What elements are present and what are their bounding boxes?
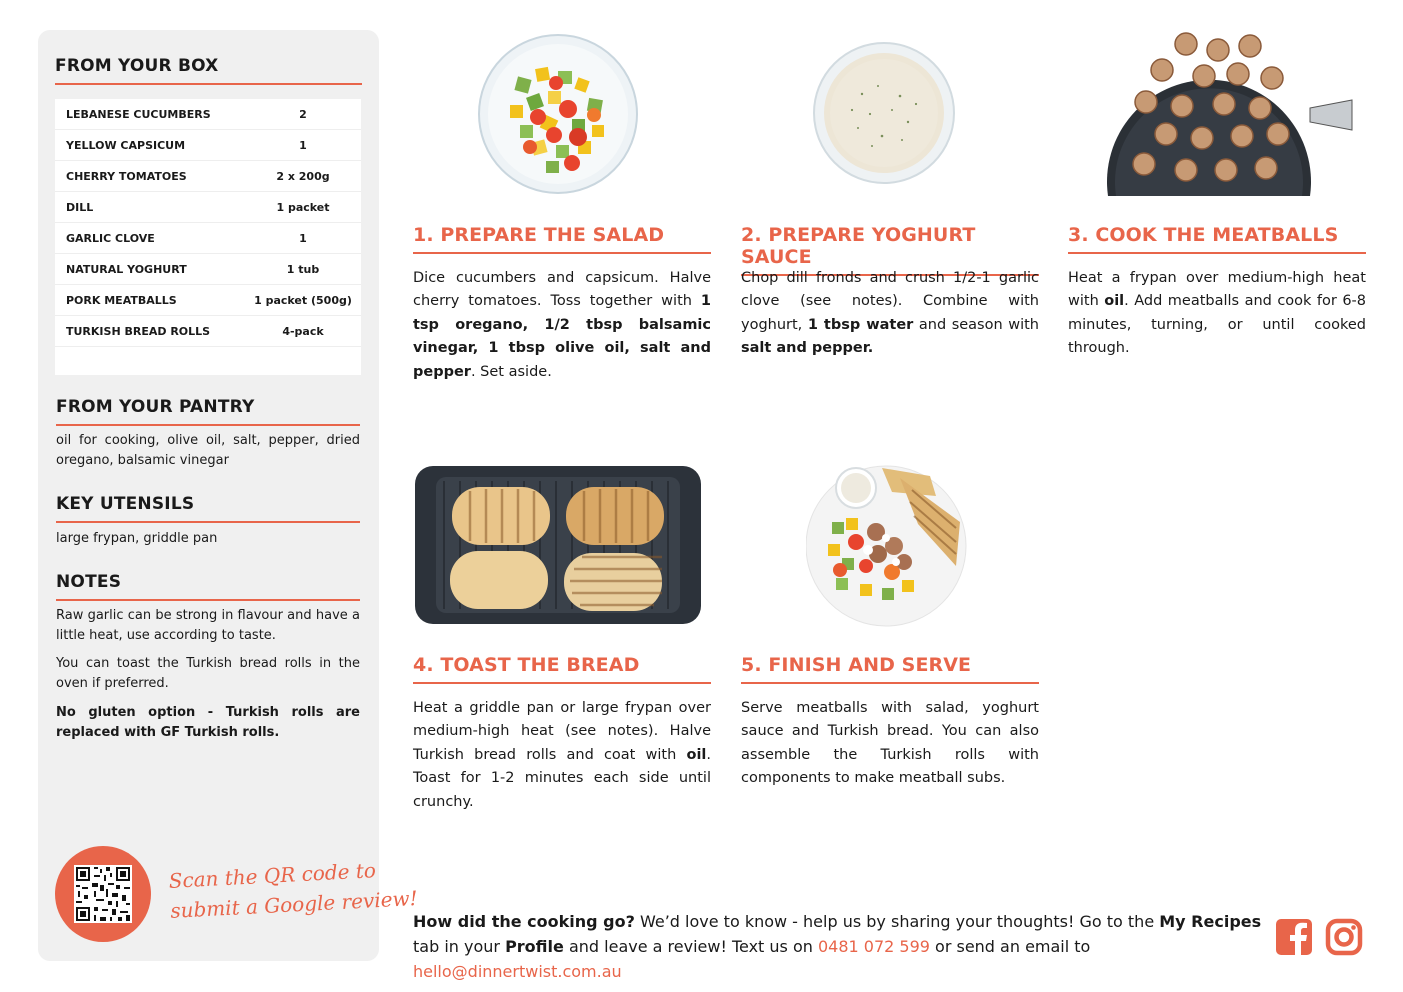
notes-title: NOTES [56,572,360,601]
step-5-body [741,697,1039,791]
ingredient-qty: 4-pack [282,324,324,338]
step-2-text-mid: and season with [913,316,1039,333]
utensils-text: large frypan, griddle pan [56,531,218,546]
from-box-title: FROM YOUR BOX [55,56,362,85]
qr-caption-line-2: submit a Google review! [169,886,419,923]
salad-bowl-image [476,33,640,195]
qr-code[interactable] [74,865,132,923]
qr-caption [168,853,418,926]
table-row [55,285,361,316]
ingredient-name: DILL [66,200,94,214]
step-1-body [413,267,711,384]
footer-review-prompt [413,909,1263,984]
step-2-emphasis-end: salt and pepper. [741,340,874,357]
step-1-text: Dice cucumbers and capsicum. Halve cherry tomatoes. Toss together with [413,270,711,310]
ingredient-name: GARLIC CLOVE [66,231,155,245]
ingredient-qty: 1 packet [276,200,330,214]
ingredient-name: LEBANESE CUCUMBERS [66,107,211,121]
ingredient-name: YELLOW CAPSICUM [66,138,186,152]
step-3-title: 3. COOK THE MEATBALLS [1068,224,1366,254]
ingredient-qty: 2 [299,107,307,121]
step-3-text: Heat a frypan over medium-high heat with [1068,270,1366,310]
step-3-emphasis: oil [1104,293,1125,310]
ingredient-name: CHERRY TOMATOES [66,169,187,183]
instagram-icon[interactable] [1325,918,1363,956]
step-4-emphasis: oil [686,746,707,763]
step-3-text-end: . Add meatballs and cook for 6-8 minutes, turning, or until cooked through. [1068,293,1367,357]
footer-text-1: We’d love to know - help us by sharing your thoughts! Go to the [634,912,1160,931]
ingredients-table [55,99,361,375]
step-5-text: Serve meatballs with salad, yoghurt sauce and Turkish bread. You can also assemble the Turkish rolls with components to make meatball subs. [741,700,1039,787]
table-row [55,99,361,130]
ingredient-name: PORK MEATBALLS [66,293,177,307]
email-link[interactable]: hello@dinnertwist.com.au [413,962,622,981]
step-2-body [741,267,1039,361]
footer-text-2: tab in your [413,937,506,956]
step-4-title: 4. TOAST THE BREAD [413,654,711,684]
step-2-title: 2. PREPARE YOGHURT SAUCE [741,224,1039,276]
step-4-text-end: . Toast for 1-2 minutes each side until crunchy. [413,746,711,810]
meatballs-pan-image [1106,30,1356,198]
yoghurt-sauce-image [812,42,956,184]
utensils-title: KEY UTENSILS [56,494,360,523]
ingredient-qty: 1 [299,138,307,152]
step-1-text-end: . Set aside. [470,363,552,380]
step-1-title: 1. PREPARE THE SALAD [413,224,711,254]
ingredient-name: TURKISH BREAD ROLLS [66,324,211,338]
pantry-title: FROM YOUR PANTRY [56,397,360,426]
step-2-emphasis: 1 tbsp water [807,316,914,333]
step-4-body [413,697,711,814]
ingredient-qty: 2 x 200g [276,169,330,183]
finished-dish-image [806,462,972,628]
footer-text-3: and leave a review! Text us on [563,937,818,956]
step-2-text: Chop dill fronds and crush 1/2-1 garlic clove (see notes). Combine with yoghurt, [741,270,1039,333]
ingredient-name: NATURAL YOGHURT [66,262,187,276]
qr-badge [55,846,151,942]
footer-my-recipes: My Recipes [1159,912,1262,931]
table-row [55,130,361,161]
pantry-text: oil for cooking, olive oil, salt, pepper, dried oregano, balsamic vinegar [56,433,360,468]
note-1: Raw garlic can be strong in flavour and have a little heat, use according to taste. [56,608,360,643]
table-row [55,161,361,192]
griddle-bread-image [414,465,702,625]
step-3-body [1068,267,1366,361]
footer-text-4: or send an email to [929,937,1091,956]
table-row [55,316,361,347]
ingredient-qty: 1 packet (500g) [254,293,352,307]
phone-link[interactable]: 0481 072 599 [817,937,930,956]
table-row [55,223,361,254]
step-5-title: 5. FINISH AND SERVE [741,654,1039,684]
step-4-text: Heat a griddle pan or large frypan over medium-high heat (see notes). Halve Turkish bread rolls and coat with [413,700,711,763]
table-row [55,192,361,223]
footer-question: How did the cooking go? [413,912,635,931]
qr-caption-line-1: Scan the QR code to [168,858,377,893]
facebook-icon[interactable] [1275,918,1313,956]
note-3: No gluten option - Turkish rolls are replaced with GF Turkish rolls. [56,705,360,740]
note-2: You can toast the Turkish bread rolls in the oven if preferred. [56,656,360,691]
footer-profile: Profile [505,937,564,956]
step-1-emphasis: 1 tsp oregano, 1/2 tbsp balsamic vinegar, 1 tbsp olive oil, salt and pepper [413,293,711,380]
ingredient-qty: 1 tub [286,262,320,276]
ingredient-qty: 1 [299,231,307,245]
table-row [55,254,361,285]
